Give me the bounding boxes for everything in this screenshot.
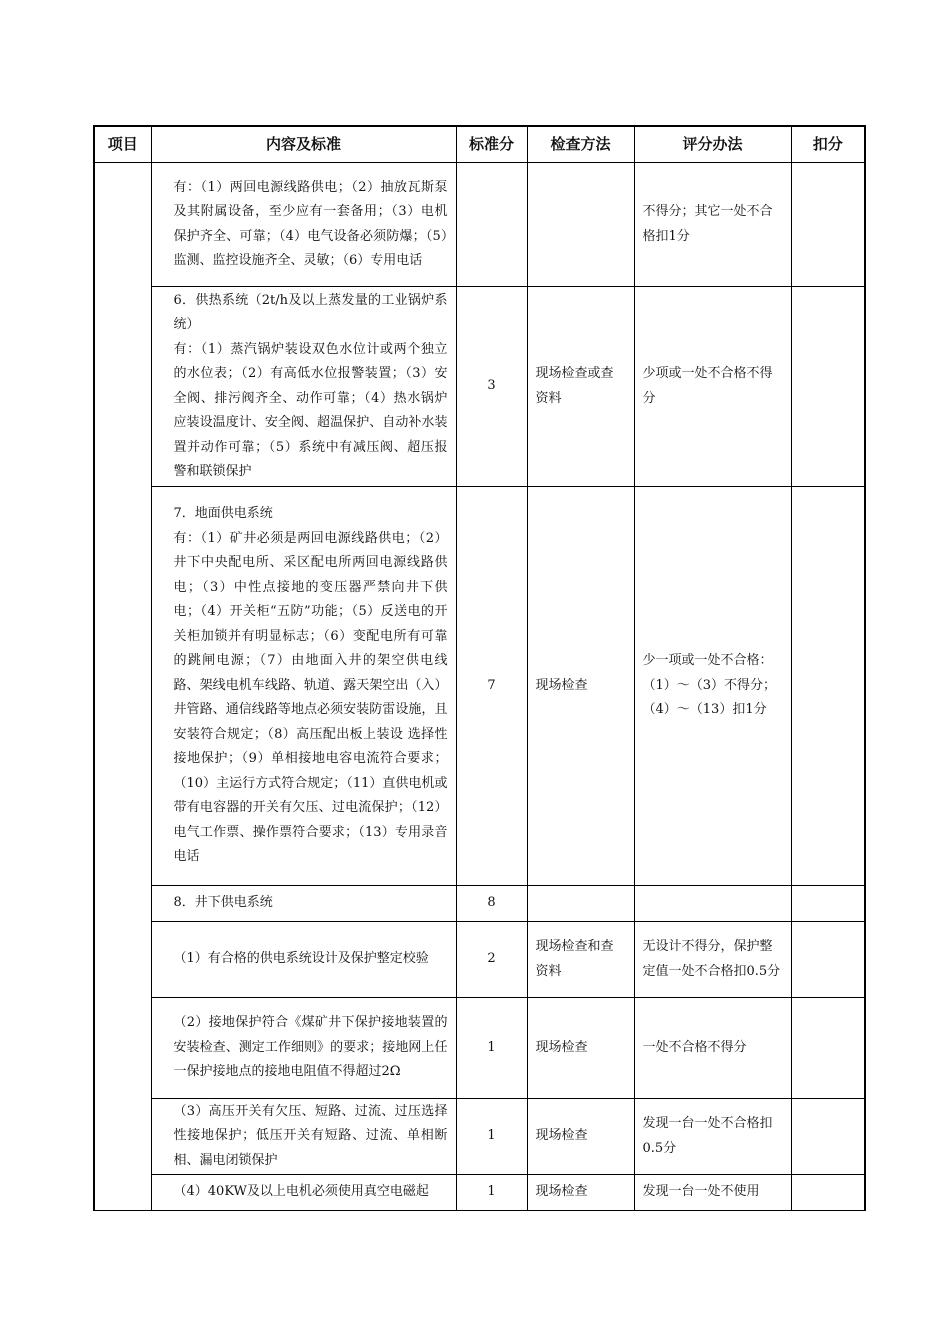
inspection-table: [93, 125, 866, 1211]
scoring-text: 发现一台一处不使用: [642, 1184, 760, 1200]
score-cell: [456, 163, 527, 287]
score-cell: 2: [456, 922, 527, 998]
method-cell: [527, 886, 634, 922]
content-text: （1）有合格的供电系统设计及保护整定校验: [173, 951, 429, 967]
content-cell: [151, 886, 456, 922]
content-text: 有：（1）矿井必须是两回电源线路供电；（2）井下中央配电所、采区配电所两回电源线路供电；（3）中性点接地的变压器严禁向井下供电；（4）开关柜“五防”功能；（5）反送电的开关柜加锁并有明显标志；（6）变配电所有可靠的跳闸电源；（7）由地面入井的架空供电线路、架线电机车线路、轨道、露天架空出（入）井管路、通信线路等地点必须安装防雷设施，且安装符合规定；（8）高压配出板上装设 选择性接地保护；（9）单相接地电容电流符合要求；（10）主运行方式符合规定；（11）直供电机或带有电容器的开关有欠压、过电流保护；（12）电气工作票、操作票符合要求；（13）专用录音电话: [173, 530, 448, 865]
scoring-text: 不得分；其它一处不合格扣1分: [642, 204, 773, 244]
content-cell: [151, 287, 456, 487]
table-row: [94, 1175, 865, 1211]
content-text: （3）高压开关有欠压、短路、过流、过压选择性接地保护；低压开关有短路、过流、单相断相、漏电闭锁保护: [173, 1103, 448, 1168]
content-cell: [151, 1175, 456, 1211]
scoring-cell: [634, 1099, 791, 1175]
deduct-cell: [791, 886, 865, 922]
table-row: [94, 487, 865, 886]
scoring-cell: [634, 487, 791, 886]
scoring-text: 一处不合格不得分: [642, 1039, 747, 1055]
method-cell: 现场检查: [527, 998, 634, 1099]
content-heading: 7．地面供电系统: [173, 506, 273, 522]
table-row: [94, 922, 865, 998]
method-cell: [527, 163, 634, 287]
deduct-cell: [791, 1175, 865, 1211]
content-text: 有：（1）两回电源线路供电；（2）抽放瓦斯泵及其附属设备，至少应有一套备用；（3）电机保护齐全、可靠；（4）电气设备必须防爆；（5）监测、监控设施齐全、灵敏；（6）专用电话: [173, 179, 448, 268]
table-row: [94, 287, 865, 487]
header-project: 项目: [94, 126, 151, 163]
header-scoring: 评分办法: [634, 126, 791, 163]
table-row: [94, 1099, 865, 1175]
score-cell: 1: [456, 1099, 527, 1175]
scoring-cell: [634, 886, 791, 922]
scoring-text: 少一项或一处不合格：（1）～（3）不得分；: [642, 653, 777, 693]
project-cell: [94, 163, 151, 1211]
method-cell: 现场检查: [527, 487, 634, 886]
header-method: 检查方法: [527, 126, 634, 163]
content-cell: [151, 922, 456, 998]
method-cell: 现场检查: [527, 1175, 634, 1211]
score-cell: 3: [456, 287, 527, 487]
deduct-cell: [791, 163, 865, 287]
scoring-text: （4）～（13）扣1分: [642, 702, 767, 718]
content-heading: 6．供热系统（2t/h及以上蒸发量的工业锅炉系统）: [173, 292, 448, 332]
content-text: （4）40KW及以上电机必须使用真空电磁起: [173, 1184, 429, 1200]
score-cell: 8: [456, 886, 527, 922]
content-text: 有：（1）蒸汽锅炉装设双色水位计或两个独立的水位表；（2）有高低水位报警装置；（3）安全阀、排污阀齐全、动作可靠；（4）热水锅炉应装设温度计、安全阀、超温保护、自动补水装置并动作可靠；（5）系统中有减压阀、超压报警和联锁保护: [173, 341, 448, 479]
content-cell: [151, 487, 456, 886]
header-content: 内容及标准: [151, 126, 456, 163]
header-deduct: 扣分: [791, 126, 865, 163]
method-cell: 现场检查: [527, 1099, 634, 1175]
scoring-text: 少项或一处不合格不得分: [642, 366, 773, 406]
scoring-cell: [634, 998, 791, 1099]
content-heading: 8．井下供电系统: [173, 895, 273, 911]
scoring-cell: [634, 922, 791, 998]
content-text: （2）接地保护符合《煤矿井下保护接地装置的安装检查、测定工作细则》的要求；接地网上任一保护接地点的接地电阻值不得超过2Ω: [173, 1015, 448, 1080]
scoring-text: 发现一台一处不合格扣0.5分: [642, 1116, 773, 1156]
method-cell: 现场检查或查资料: [527, 287, 634, 487]
content-cell: [151, 998, 456, 1099]
content-cell: [151, 1099, 456, 1175]
deduct-cell: [791, 998, 865, 1099]
content-cell: [151, 163, 456, 287]
deduct-cell: [791, 287, 865, 487]
deduct-cell: [791, 922, 865, 998]
table-row: [94, 163, 865, 287]
header-score: 标准分: [456, 126, 527, 163]
deduct-cell: [791, 487, 865, 886]
scoring-cell: [634, 287, 791, 487]
method-cell: 现场检查和查资料: [527, 922, 634, 998]
scoring-cell: [634, 1175, 791, 1211]
scoring-cell: [634, 163, 791, 287]
table-row: [94, 998, 865, 1099]
score-cell: 1: [456, 998, 527, 1099]
score-cell: 7: [456, 487, 527, 886]
table-header-row: [94, 126, 865, 163]
table-row: [94, 886, 865, 922]
score-cell: 1: [456, 1175, 527, 1211]
deduct-cell: [791, 1099, 865, 1175]
scoring-text: 无设计不得分，保护整定值一处不合格扣0.5分: [642, 939, 781, 979]
